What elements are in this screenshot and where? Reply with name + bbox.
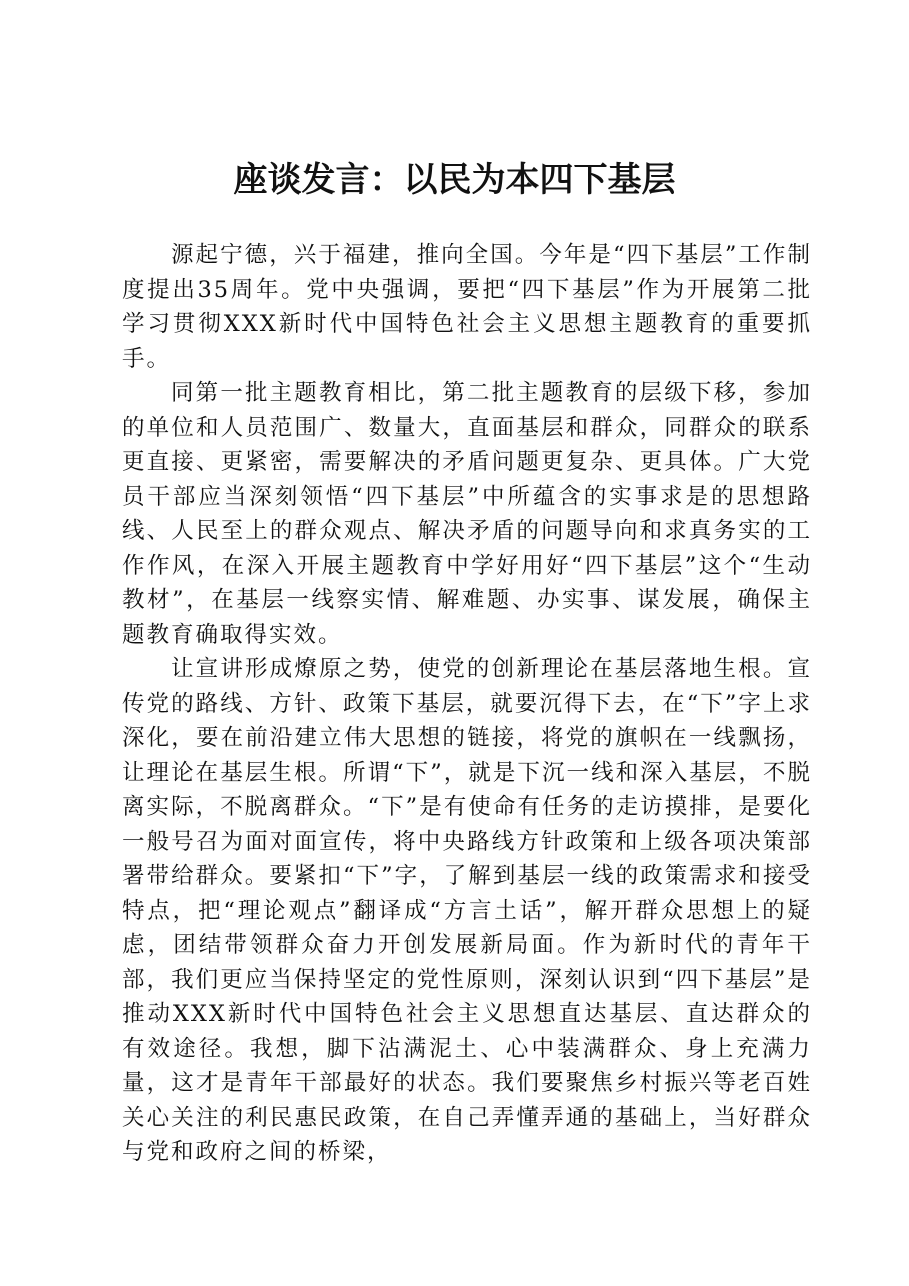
document-body (122, 238, 812, 1170)
paragraph-1: 源起宁德，兴于福建，推向全国。今年是“四下基层”工作制度提出35周年。党中央强调，要把“四下基层”作为开展第二批学习贯彻XXX新时代中国特色社会主义思想主题教育的重要抓手。 (122, 242, 812, 372)
paragraph-2: 同第一批主题教育相比，第二批主题教育的层级下移，参加的单位和人员范围广、数量大，直面基层和群众，同群众的联系更直接、更紧密，需要解决的矛盾问题更复杂、更具体。广大党员干部应当深刻领悟“四下基层”中所蕴含的实事求是的思想路线、人民至上的群众观点、解决矛盾的问题导向和求真务实的工作作风，在深入开展主题教育中学好用好“四下基层”这个“生动教材”，在基层一线察实情、解难题、办实事、谋发展，确保主题教育确取得实效。 (122, 380, 812, 648)
paragraph-3: 让宣讲形成燎原之势，使党的创新理论在基层落地生根。宣传党的路线、方针、政策下基层，就要沉得下去，在“下”字上求深化，要在前沿建立伟大思想的链接，将党的旗帜在一线飘扬，让理论在基层生根。所谓“下”，就是下沉一线和深入基层，不脱离实际，不脱离群众。“下”是有使命有任务的走访摸排，是要化一般号召为面对面宣传，将中央路线方针政策和上级各项决策部署带给群众。要紧扣“下”字，了解到基层一线的政策需求和接受特点，把“理论观点”翻译成“方言土话”，解开群众思想上的疑虑，团结带领群众奋力开创发展新局面。作为新时代的青年干部，我们更应当保持坚定的党性原则，深刻认识到“四下基层”是推动XXX新时代中国特色社会主义思想直达基层、直达群众的有效途径。我想，脚下沾满泥土、心中装满群众、身上充满力量，这才是青年干部最好的状态。我们要聚焦乡村振兴等老百姓关心关注的利民惠民政策，在自己弄懂弄通的基础上，当好群众与党和政府之间的桥梁， (122, 656, 812, 1165)
document-title: 座谈发言：以民为本四下基层 (233, 160, 676, 200)
